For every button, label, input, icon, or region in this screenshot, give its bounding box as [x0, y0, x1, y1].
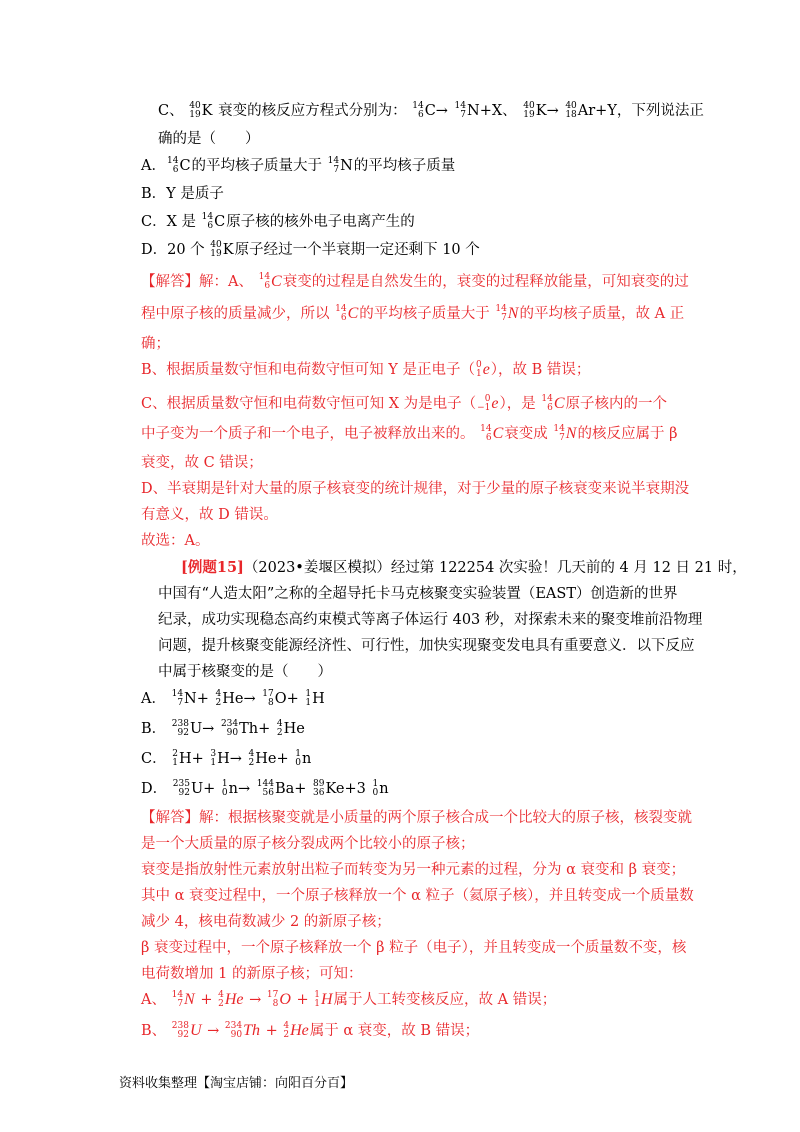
a14-line3: 确；: [141, 336, 170, 352]
q14-stem-line2: 确的是（ ）: [158, 131, 260, 147]
a15-line4: 其中 α 衰变过程中，一个原子核释放一个 α 粒子（氦原子核），并且转变成一个质量数: [141, 888, 694, 904]
q14-stem-line1: C、 40 19 K 衰变的核反应方程式分别为： 14 6 C→ 14 7 N+X、 40 19 K→ 40 18 Ar+Y，下列说法正: [158, 101, 704, 120]
q15-stem-line2: 中国有“人造太阳”之称的全超导托卡马克核聚变实验装置（EAST）创造新的世界: [158, 586, 678, 602]
a14-line6: 中子变为一个质子和一个电子，电子被释放出来的。 14 6 C衰变成 14 7 N的核反应属于 β: [141, 424, 678, 443]
q14-option-b: B．Y 是质子: [141, 186, 224, 202]
a14-line9: 有意义，故 D 错误。: [141, 507, 278, 523]
a14-line2: 程中原子核的质量减少，所以 14 6 C的平均核子质量大于 14 7 N的平均核子质量，故 A 正: [141, 304, 685, 323]
q14-option-c: C．X 是 14 6 C原子核的核外电子电离产生的: [141, 212, 415, 231]
q15-stem-line4: 问题，提升核聚变能源经济性、可行性，加快实现聚变发电具有重要意义．以下反应: [158, 638, 695, 654]
a15-line1: 【解答】解：根据核聚变就是小质量的两个原子核合成一个比较大的原子核，核裂变就: [141, 810, 692, 826]
a15-line3: 衰变是指放射性元素放射出粒子而转变为另一种元素的过程，分为 α 衰变和 β 衰变；: [141, 862, 686, 878]
q15-stem-line3: 纪录，成功实现稳态高约束模式等离子体运行 403 秒，对探索未来的聚变堆前沿物理: [158, 612, 703, 628]
a15-line8: A、 14 7 N + 4 2 He → 17 8 O + 1 1 H属于人工转变核反应，故 A 错误；: [141, 990, 557, 1009]
a14-line7: 衰变，故 C 错误；: [141, 455, 263, 471]
footer-source: 资料收集整理【淘宝店铺：向阳百分百】: [119, 1076, 354, 1091]
q15-option-c: C． 2 1 H+ 3 1 H→ 4 2 He+ 1 0 n: [141, 749, 312, 768]
a14-line8: D、半衰期是针对大量的原子核衰变的统计规律，对于少量的原子核衰变来说半衰期没: [141, 481, 690, 497]
a14-line10: 故选：A。: [141, 533, 210, 549]
a14-line5: C、根据质量数守恒和电荷数守恒可知 X 为是电子（ 0 −1 e），是 14 6 C原子核内的一个: [141, 394, 668, 413]
a15-line2: 是一个大质量的原子核分裂成两个比较小的原子核；: [141, 836, 475, 852]
q14-option-d: D．20 个 40 19 K原子经过一个半衰期一定还剩下 10 个: [141, 240, 480, 259]
a15-line7: 电荷数增加 1 的新原子核；可知：: [141, 966, 363, 982]
a15-line9: B、 238 92 U → 234 90 Th + 4 2 He属于 α 衰变，故 B 错误；: [141, 1021, 480, 1040]
q15-stem-line5: 中属于核聚变的是（ ）: [158, 664, 332, 680]
a14-line1: 【解答】解：A、 14 6 C衰变的过程是自然发生的，衰变的过程释放能量，可知衰变的过: [141, 272, 689, 291]
q15-stem-line1: [例题15]（2023•姜堰区模拟）经过第 122254 次实验！几天前的 4 月 12 日 21 时，: [181, 559, 747, 576]
example-tag: [例题15]: [181, 559, 244, 576]
q15-option-a: A． 14 7 N+ 4 2 He→ 17 8 O+ 1 1 H: [141, 689, 325, 708]
a14-line4: B、根据质量数守恒和电荷数守恒可知 Y 是正电子（ 0 1 e），故 B 错误；: [141, 360, 591, 379]
a15-line5: 减少 4，核电荷数减少 2 的新原子核；: [141, 914, 391, 930]
a15-line6: β 衰变过程中，一个原子核释放一个 β 粒子（电子），并且转变成一个质量数不变，核: [141, 940, 687, 956]
q15-option-d: D． 235 92 U+ 1 0 n→ 144 56 Ba+ 89 36 Ke+3 1 0 n: [141, 779, 389, 798]
q15-option-b: B． 238 92 U→ 234 90 Th+ 4 2 He: [141, 719, 305, 738]
q14-option-a: A． 14 6 C的平均核子质量大于 14 7 N的平均核子质量: [141, 156, 456, 175]
